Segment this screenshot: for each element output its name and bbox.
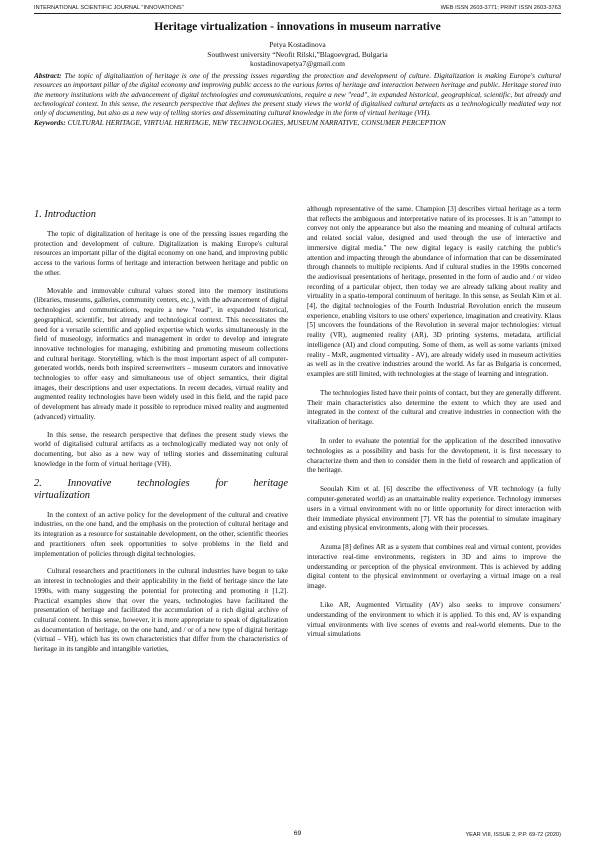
section-heading-innovative-technologies — [34, 478, 288, 502]
issue-info: YEAR VIII, ISSUE 2, P.P. 69-72 (2020) — [465, 832, 561, 838]
issn-info: WEB ISSN 2603-3771; PRINT ISSN 2603-3763 — [440, 5, 561, 11]
abstract-label: Abstract: — [34, 71, 62, 80]
keywords-label: Keywords: — [34, 117, 66, 127]
author-affiliation: Southwest university “Neofit Rilski,”Blagoevgrad, Bulgaria — [207, 49, 388, 59]
paragraph: In order to evaluate the potential for the application of the described innovative technologies as a possibility and basis for the development, it is first necessary to characterize them and then to consider them in the field of research and application of the heritage. — [307, 437, 561, 475]
running-head — [34, 5, 561, 11]
paragraph: In the context of an active policy for the development of the cultural and creative industries, on the one hand, and the emphasis on the protection of cultural heritage and its integration as a resource for sustainable development, on the other, scientific theories and practitioners often seek opportunities to solve problems in the field and implementation of policies through digital technologies. — [34, 510, 288, 558]
article-title: Heritage virtualization - innovations in museum narrative — [154, 20, 441, 33]
abstract-text: The topic of digitalization of heritage is one of the pressing issues regarding the protection and development of culture. Digitalization is making Europe's cultural resources an important pillar of the digital economy and improving public access to the various forms of heritage and interaction between heritage and public. Heritage stored into the memory institutions with the advancement of digital technologies and communications, require a new "read", in expanded historical, geographical, scientific, but already and technological context. In this sense, the research perspective that defines the present study views the world of digitalised cultural artefacts as a technologically mediated way not only of documenting, but also as a new way of telling stories and disseminating cultural knowledge in the form of virtual heritage (VH). — [34, 71, 561, 118]
section-heading-line: 2. Innovative technologies for heritage — [34, 477, 288, 489]
paragraph: Cultural researchers and practitioners in the cultural industries have begun to take an interest in technologies and their applicability in the field of heritage since the late 1990s, with many suggesting the potential for protecting and promoting it [1,2]. Practical examples show that over the years, technologies have facilitated the presentation of heritage and facilitated the accumulation of a rich digital archive of cultural content. In this sense, however, it is more appropriate to speak of digitalization as documentation of heritage, on the one hand, and / or of a new type of digital heritage (virtual – VH), which has its own characteristics that differ from the characteristics of heritage in its tangible and intangible varieties, — [34, 567, 288, 654]
section-heading-line: virtualization — [34, 489, 90, 501]
paragraph: In this sense, the research perspective that defines the present study views the world of digitalised cultural artifacts as a technologically mediated way not only of documenting, but also as a new way of telling stories and disseminating cultural knowledge in the form of virtual heritage (VH). — [34, 430, 288, 468]
body-columns — [34, 205, 561, 825]
page-number: 69 — [293, 830, 302, 837]
page-footer — [34, 832, 561, 840]
header-rule — [34, 13, 561, 14]
paragraph: Movable and immovable cultural values stored into the memory institutions (libraries, museums, galleries, community centers, etc.), with the advancement of digital technologies and communications, require a new "read", in expanded historical, geographical, scientific, but already and technological context. This necessitates the need for a versatile scientific and applied expertise which works simultaneously in the field of museology, informatics and management in order to develop and integrate innovative technologies for managing, exhibiting and promoting museum collections and cultural heritage. Storytelling, which is the most important aspect of all computer-generated worlds, needs both inspired screenwriters – museum curators and innovative technologies to offer easy and simultaneous use of object semantics, their digital images, their descriptions and user expectations. In recent decades, virtual reality and augmented reality technologies have been widely used in this field, and the rapid pace of development has already made it possible to reproduce mixed reality and augmented (advanced) virtuality. — [34, 286, 288, 421]
keywords-text: CULTURAL HERITAGE, VIRTUAL HERITAGE, NEW TECHNOLOGIES, MUSEUM NARRATIVE, CONSUMER PERCEPTION — [67, 117, 446, 127]
keywords-line — [34, 118, 561, 127]
author-email: kostadinovapetya7@gmail.com — [249, 59, 345, 69]
paragraph: Like AR, Augmented Virtuality (AV) also seeks to improve consumers' understanding of the environment to which it is applied. To this end, AV is expanding virtual environments with live scenes of events and real-world elements. Due to the virtual simulations — [307, 601, 561, 639]
paragraph: Seoulah Kim et al. [6] describe the effectiveness of VR technology (a fully computer-generated world) as an unattainable reality experience. Technology immerses users in a virtual environment with no or little opportunity for direct interaction with their immediate physical environment [7]. VR has the potential to simulate imaginary and existing physical environments, along with their processes. — [307, 485, 561, 533]
paragraph: The topic of digitalization of heritage is one of the pressing issues regarding the protection and development of culture. Digitalization is making Europe's cultural resources an important pillar of the digital economy on one hand, and improving public access to the various forms of heritage and interaction between heritage and public on the other. — [34, 230, 288, 277]
author-name: Petya Kostadinova — [269, 40, 326, 49]
right-column — [307, 205, 561, 825]
paragraph: although representative of the same. Champion [3] describes virtual heritage as a term that reflects the ambiguous and interpretative nature of its processes. It is an "attempt to convey not only the appearance but also the meaning and meaning of cultural artifacts and related social value, designed and used through the use of interactive and immersive digital media." The new digital legacy is easily catching the public's attention and impacting through the abundance of information that can be disseminated through channels to multiple recipients. And if cultural studies in the 1990s concerned the audiovisual presentations of heritage, presented in the form of audio and / or video recording of a particular object, then today we are already talking about reality and virtuality in a spatio-temporal continuum of heritage. In this sense, as Seulah Kim et al. [4], the digital technologies of the Fourth Industrial Revolution enrich the museum experience, enabling visitors to use others' experience, imagination and creativity. Klaus [5] uncovers the foundations of the Revolution in several major technologies: virtual reality (VR), augmented reality (AR), 3D printing systems, metadata, artificial intelligence (AI) and cloud computing. Some of them, as well as some variants (mixed reality - MxR, augmented virtuality - AV), are already widely used in museum activities as well as in the creative industries around the world. As far as Bulgaria is concerned, examples are still limited, with technologies at the stage of learning and integration. — [307, 205, 561, 378]
abstract-paragraph — [34, 71, 561, 118]
paragraph: The technologies listed have their points of contact, but they are generally different. Their main characteristics also determine the extent to which they are used and integrated in the context of the cultural and creative industries in connection with the vitalization of heritage. — [307, 389, 561, 427]
author-block — [34, 40, 561, 69]
journal-name: INTERNATIONAL SCIENTIFIC JOURNAL "INNOVATIONS" — [34, 5, 184, 11]
paragraph: Azuma [8] defines AR as a system that combines real and virtual content, provides interactive real-time environments, registers in 3D and aims to improve the understanding or perception of the physical environment. This is achieved by adding digital content to the physical environment or overlaying a virtual image on a real image. — [307, 543, 561, 591]
section-heading-introduction: 1. Introduction — [34, 209, 96, 220]
abstract-section — [34, 71, 561, 127]
left-column — [34, 205, 288, 825]
